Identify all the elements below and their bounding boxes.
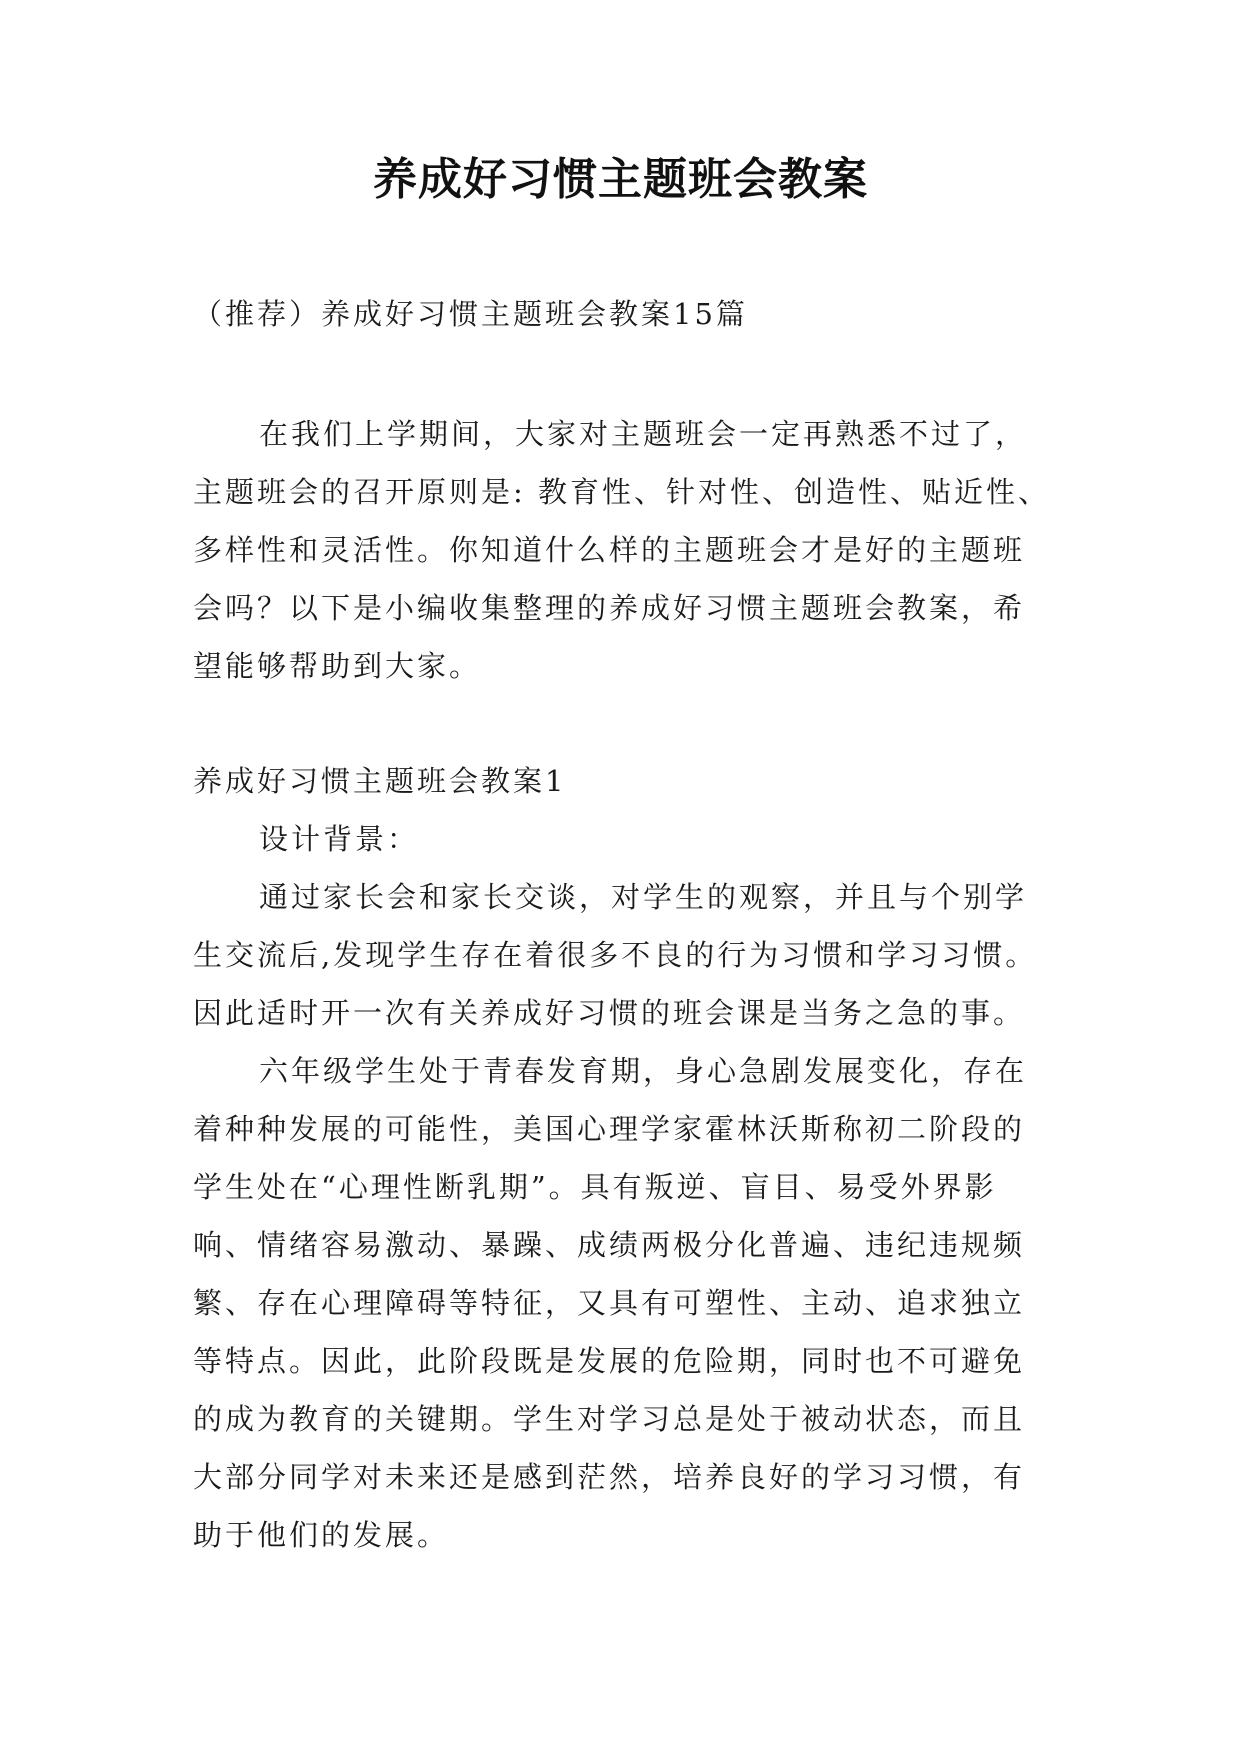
paragraph-line: 等特点。因此，此阶段既是发展的危险期，同时也不可避免 (193, 1344, 1026, 1378)
paragraph-line: 助于他们的发展。 (193, 1518, 450, 1552)
intro-line: 会吗？以下是小编收集整理的养成好习惯主题班会教案，希 (193, 591, 1026, 625)
paragraph-line: 着种种发展的可能性，美国心理学家霍林沃斯称初二阶段的 (193, 1112, 1026, 1146)
document-subtitle: （推荐）养成好习惯主题班会教案15篇 (193, 297, 748, 331)
intro-line: 在我们上学期间，大家对主题班会一定再熟悉不过了， (259, 417, 1028, 451)
intro-paragraph (193, 405, 1053, 695)
paragraph-line: 繁、存在心理障碍等特征，又具有可塑性、主动、追求独立 (193, 1286, 1026, 1320)
paragraph-line: 学生处在“心理性断乳期”。具有叛逆、盲目、易受外界影 (193, 1170, 997, 1204)
document-title: 养成好习惯主题班会教案 (373, 154, 868, 205)
intro-line: 望能够帮助到大家。 (193, 649, 482, 683)
background-paragraph-2 (193, 1042, 1053, 1564)
paragraph-line: 通过家长会和家长交谈，对学生的观察，并且与个别学 (259, 880, 1028, 914)
background-paragraph-1 (193, 868, 1053, 1042)
document-body (193, 285, 1053, 1564)
paragraph-line: 的成为教育的关键期。学生对学习总是处于被动状态，而且 (193, 1402, 1026, 1436)
intro-line: 多样性和灵活性。你知道什么样的主题班会才是好的主题班 (193, 533, 1026, 567)
paragraph-line: 生交流后,发现学生存在着很多不良的行为习惯和学习习惯。 (193, 938, 1038, 972)
paragraph-line: 响、情绪容易激动、暴躁、成绩两极分化普遍、违纪违规频 (193, 1228, 1026, 1262)
paragraph-line: 因此适时开一次有关养成好习惯的班会课是当务之急的事。 (193, 996, 1026, 1030)
section-heading: 养成好习惯主题班会教案1 (193, 764, 567, 798)
intro-line: 主题班会的召开原则是: 教育性、针对性、创造性、贴近性、 (193, 475, 1050, 509)
paragraph-line: 六年级学生处于青春发育期，身心急剧发展变化，存在 (259, 1054, 1028, 1088)
paragraph-line: 大部分同学对未来还是感到茫然，培养良好的学习习惯，有 (193, 1460, 1026, 1494)
section-label: 设计背景： (259, 822, 420, 856)
